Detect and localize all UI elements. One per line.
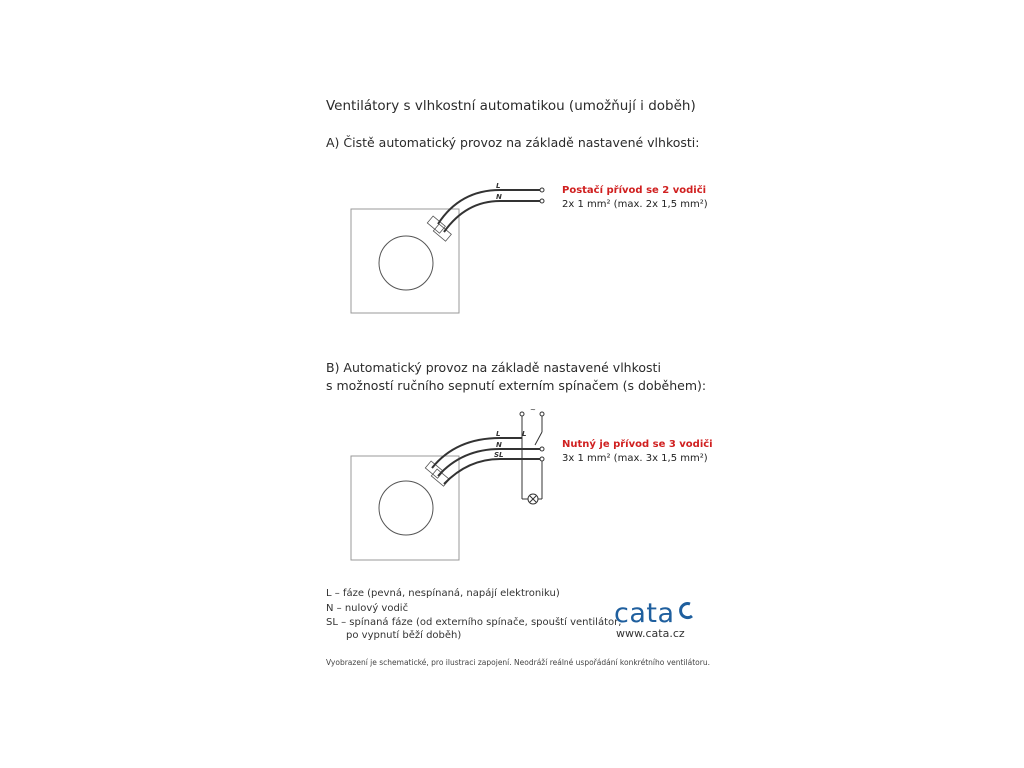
wire-label-l-b: L — [496, 430, 501, 438]
section-b-red-note: Nutný je přívod se 3 vodiči — [562, 439, 713, 450]
legend-sl: SL – spínaná fáze (od externího spínače, spouští ventilátor, — [326, 617, 622, 628]
supply-tilde-label: ~ — [530, 406, 536, 414]
section-a-red-note: Postačí přívod se 2 vodiči — [562, 185, 707, 196]
section-b-heading-2: s možností ručního sepnutí externím spínačem (s doběhem): — [326, 378, 707, 393]
cata-url: www.cata.cz — [616, 627, 685, 640]
cata-logo-text: cata — [614, 598, 675, 629]
wire-label-sl-b: SL — [494, 451, 504, 459]
section-b-spec: 3x 1 mm² (max. 3x 1,5 mm²) — [562, 453, 708, 464]
legend-sl-cont: po vypnutí běží doběh) — [346, 630, 462, 641]
legend-l: L – fáze (pevná, nespínaná, napájí elektroniku) — [326, 588, 560, 599]
legend-n: N – nulový vodič — [326, 603, 409, 614]
wire-label-l-b2: L — [522, 430, 527, 438]
wire-label-n-a: N — [496, 193, 502, 201]
page-title: Ventilátory s vlhkostní automatikou (umožňují i doběh) — [326, 98, 696, 114]
footer-disclaimer: Vyobrazení je schematické, pro ilustraci zapojení. Neodráží reálné uspořádání konkrétního ventilátoru. — [326, 658, 710, 667]
wire-label-l-a: L — [496, 182, 501, 190]
section-a-heading: A) Čistě automatický provoz na základě nastavené vlhkosti: — [326, 135, 700, 150]
wire-label-n-b: N — [496, 441, 502, 449]
section-b-heading-1: B) Automatický provoz na základě nastavené vlhkosti — [326, 360, 661, 375]
section-a-spec: 2x 1 mm² (max. 2x 1,5 mm²) — [562, 199, 708, 210]
